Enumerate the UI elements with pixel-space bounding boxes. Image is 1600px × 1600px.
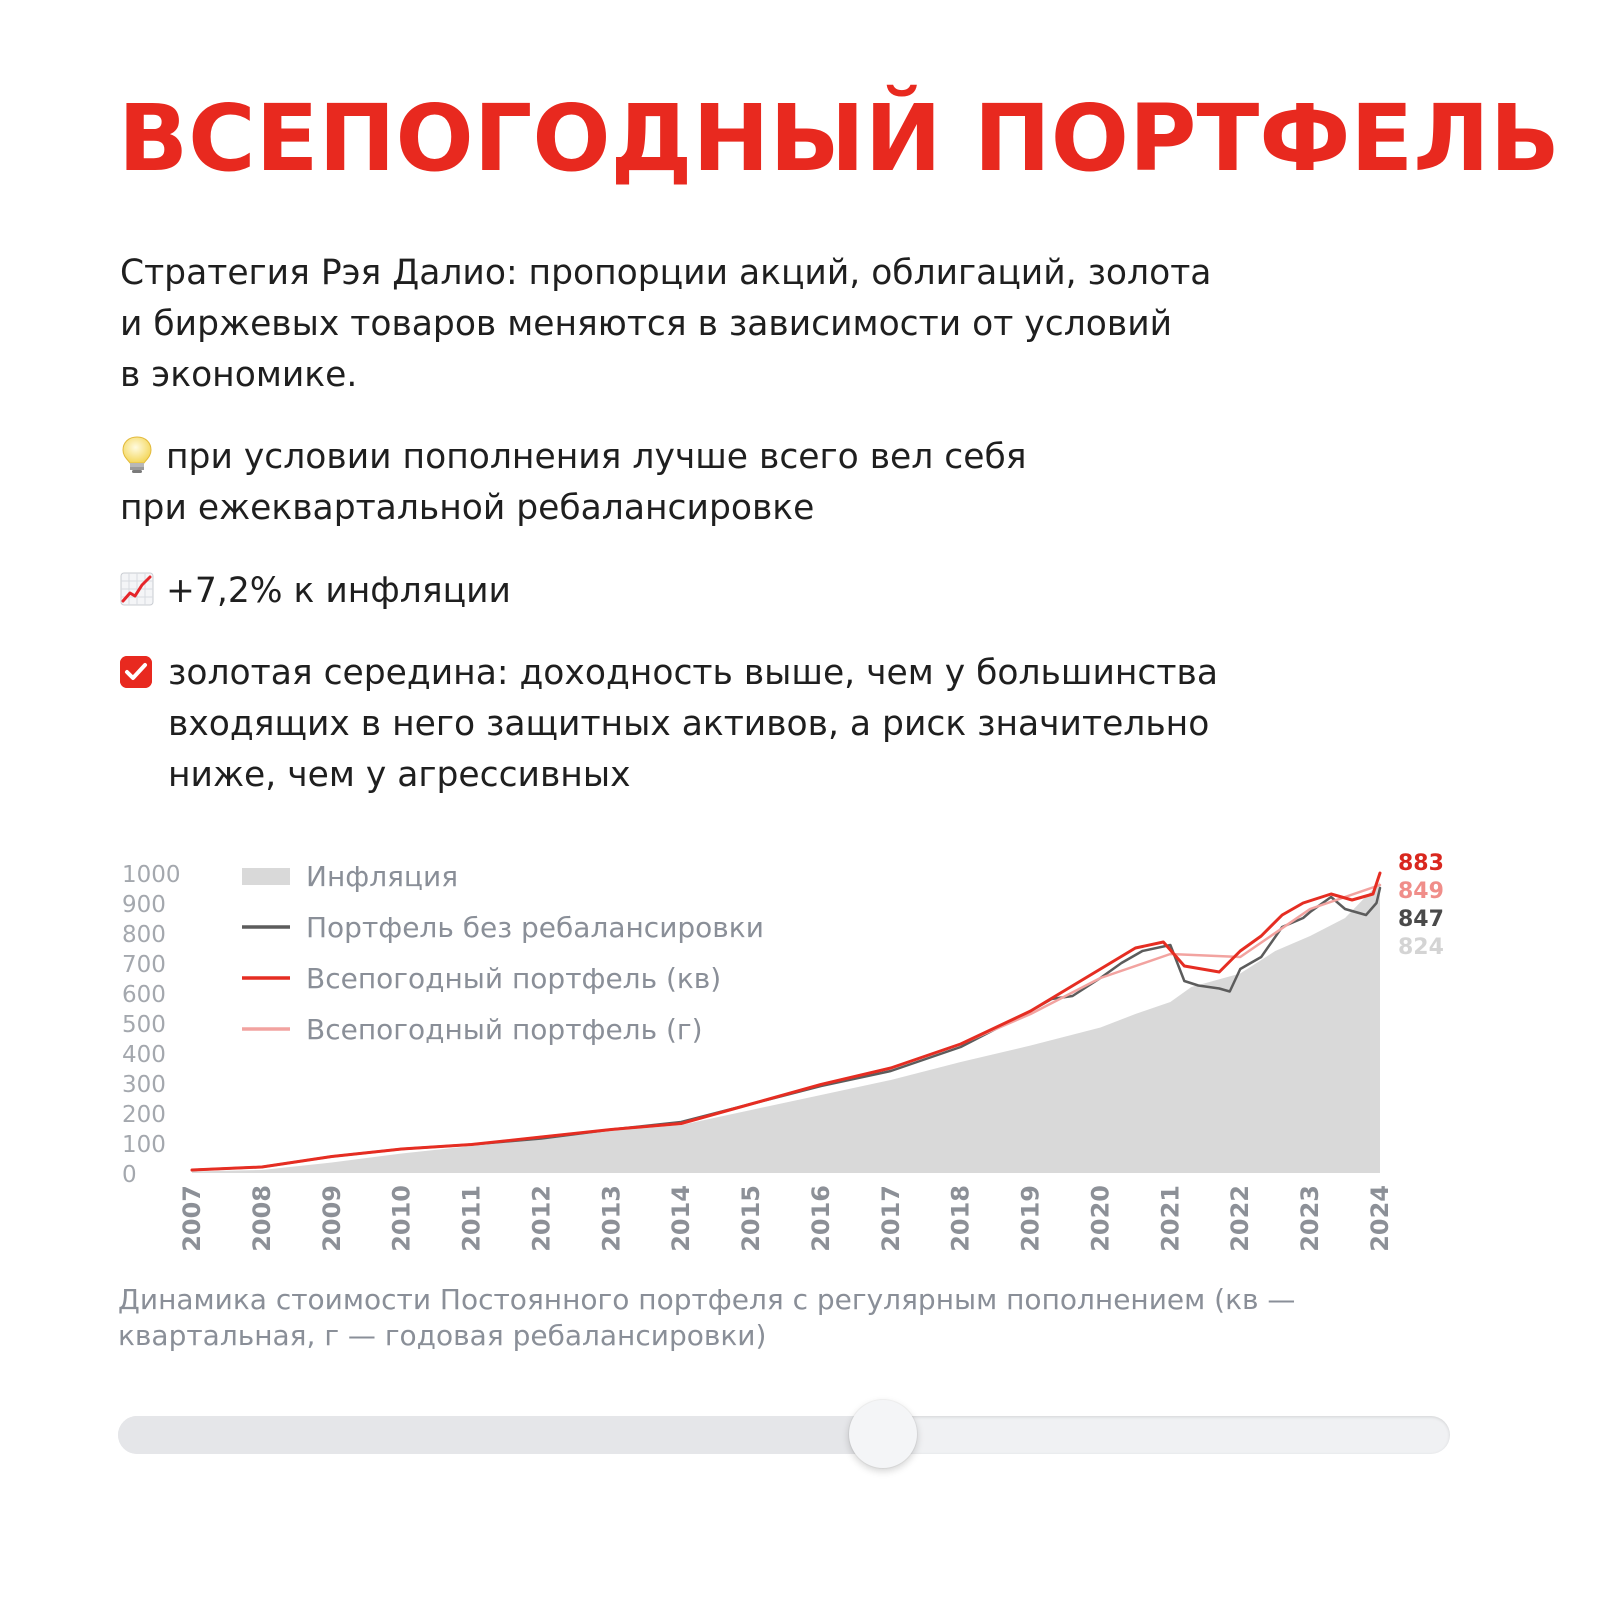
check-box-icon [120,656,152,688]
legend-label: Всепогодный портфель (кв) [306,962,722,995]
x-tick-label: 2015 [737,1185,766,1252]
y-tick-label: 800 [122,922,166,948]
x-tick-label: 2016 [806,1185,835,1252]
slider-fill [118,1416,883,1454]
caption-line: квартальная, г — годовая ребалансировки) [118,1319,767,1352]
y-tick-label: 200 [122,1102,166,1128]
end-value-label: 847 [1398,907,1444,932]
y-tick-label: 400 [122,1042,166,1068]
x-tick-label: 2009 [317,1185,346,1252]
x-tick-label: 2023 [1296,1185,1325,1252]
y-tick-label: 1000 [122,862,181,888]
x-tick-label: 2019 [1016,1185,1045,1252]
x-tick-label: 2012 [527,1185,556,1252]
caption-line: Динамика стоимости Постоянного портфеля с регулярным пополнением (кв — [118,1283,1296,1316]
intro-line: в экономике. [120,355,358,395]
rebalance-line-1 [120,432,1027,483]
legend-swatch-inflation [242,868,290,885]
x-tick-label: 2020 [1086,1185,1115,1252]
x-tick-label: 2007 [178,1185,206,1252]
slider-thumb[interactable] [849,1400,917,1468]
golden-mean-line: входящих в него защитных активов, а риск значительно [168,704,1210,744]
x-tick-label: 2022 [1226,1185,1255,1252]
portfolio-chart [0,840,1600,1260]
x-tick-label: 2014 [667,1185,696,1252]
x-tick-label: 2018 [946,1185,975,1252]
rebalance-line-2: при ежеквартальной ребалансировке [120,488,815,528]
intro-line: и биржевых товаров меняются в зависимости от условий [120,304,1173,344]
lightbulb-icon [120,435,154,475]
intro-line: Стратегия Рэя Далио: пропорции акций, облигаций, золота [120,253,1212,293]
y-tick-label: 500 [122,1012,166,1038]
golden-mean-line: золотая середина: доходность выше, чем у большинства [168,653,1218,693]
end-value-label: 849 [1398,879,1444,904]
y-tick-label: 100 [122,1132,166,1158]
x-tick-label: 2013 [597,1185,626,1252]
legend-label: Портфель без ребалансировки [306,911,764,944]
y-tick-label: 700 [122,952,166,978]
x-tick-label: 2011 [457,1185,486,1252]
y-tick-label: 600 [122,982,166,1008]
end-value-label: 883 [1398,851,1444,876]
rebalance-text: при условии пополнения лучше всего вел себя [166,437,1027,477]
legend-label: Инфляция [306,860,459,893]
chart-canvas [0,840,1600,1260]
chart-caption [118,1282,1295,1354]
legend-label: Всепогодный портфель (г) [306,1013,703,1046]
intro-text [120,248,1211,401]
y-tick-label: 900 [122,892,166,918]
x-tick-label: 2024 [1366,1185,1394,1252]
chart-increasing-icon [120,572,154,606]
inflation-point [120,566,511,617]
page-title: ВСЕПОГОДНЫЙ ПОРТФЕЛЬ [118,85,1560,192]
x-tick-label: 2017 [876,1185,905,1252]
end-value-label: 824 [1398,935,1444,960]
rebalance-point [120,432,1027,534]
x-tick-label: 2010 [387,1185,416,1252]
golden-mean-line: ниже, чем у агрессивных [168,755,631,795]
y-tick-label: 0 [122,1162,137,1188]
y-tick-label: 300 [122,1072,166,1098]
x-tick-label: 2008 [247,1185,276,1252]
inflation-text: +7,2% к инфляции [166,571,511,611]
carousel-slider[interactable] [118,1416,1450,1454]
x-tick-label: 2021 [1156,1185,1185,1252]
